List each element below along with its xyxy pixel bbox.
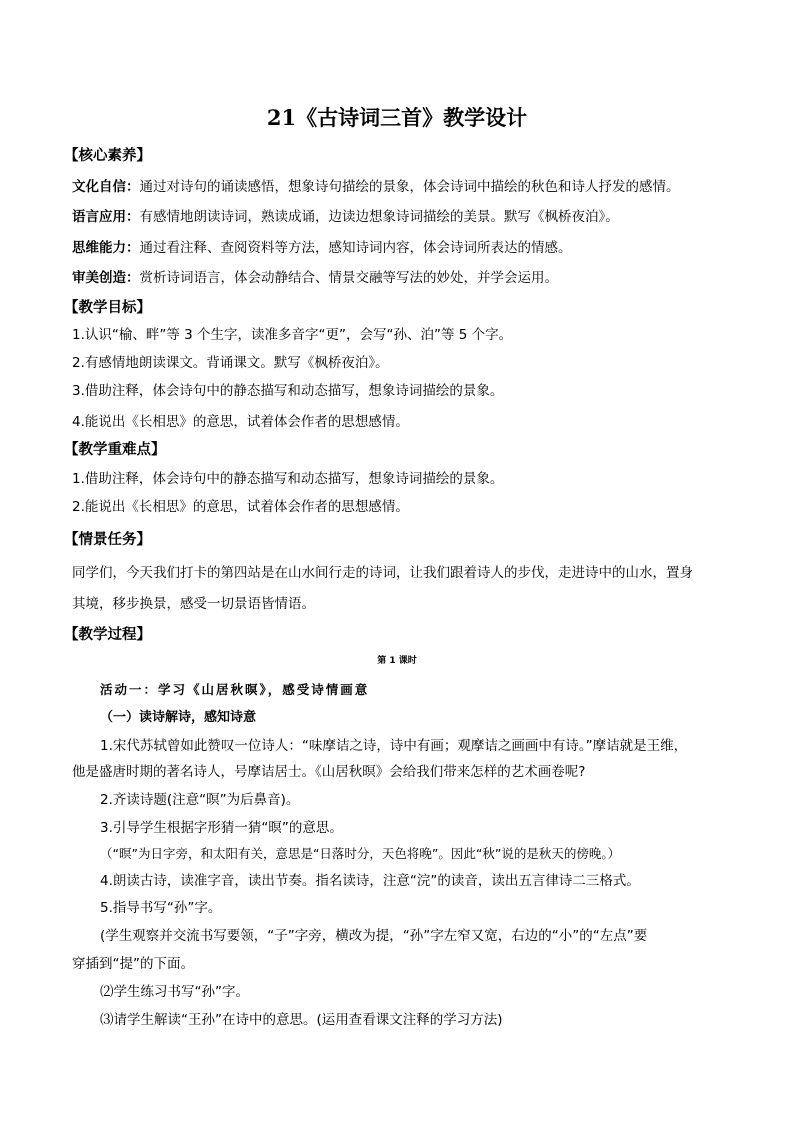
process-line: 3.引导学生根据字形猜一猜“暝”的意思。 bbox=[100, 820, 343, 836]
section-heading-task: 【情景任务】 bbox=[64, 532, 151, 548]
process-line: 他是盛唐时期的著名诗人，号摩诘居士。《山居秋暝》会给我们带来怎样的艺术画卷呢? bbox=[72, 764, 586, 780]
core-item-text: 通过对诗句的诵读感悟，想象诗句描绘的景象，体会诗词中描绘的秋色和诗人抒发的感情。 bbox=[139, 179, 680, 195]
core-item-label: 思维能力： bbox=[72, 240, 140, 256]
process-line: (学生观察并交流书写要领，“子”字旁，横改为提，“孙”字左窄又宽，右边的“小”的“左点”要 bbox=[100, 928, 648, 944]
process-line: 5.指导书写“孙”字。 bbox=[100, 900, 222, 916]
goal-item: 2.有感情地朗读课文。背诵课文。默写《枫桥夜泊》。 bbox=[72, 355, 389, 371]
lesson-title: 第 1 课时 bbox=[377, 656, 417, 666]
core-item-text: 有感情地朗读诗词，熟读成诵，边读边想象诗词描绘的美景。默写《枫桥夜泊》。 bbox=[139, 209, 619, 225]
core-item-label: 语言应用： bbox=[72, 209, 140, 225]
activity-title: 活动一：学习《山居秋暝》，感受诗情画意 bbox=[100, 682, 370, 697]
core-item bbox=[72, 178, 680, 196]
section-heading-keypoints: 【教学重难点】 bbox=[64, 442, 166, 458]
core-item bbox=[72, 269, 558, 287]
core-item-label: 审美创造： bbox=[72, 270, 140, 286]
process-line: 4.朗读古诗，读准字音，读出节奏。指名读诗，注意“浣”的读音，读出五言律诗二三格式。 bbox=[100, 873, 640, 889]
process-line: 穿插到“提”的下面。 bbox=[72, 956, 194, 972]
core-item-text: 通过看注释、查阅资料等方法，感知诗词内容，体会诗词所表达的情感。 bbox=[139, 240, 572, 256]
process-line: ⑵学生练习书写“孙”字。 bbox=[100, 984, 249, 1000]
process-line: （“暝”为日字旁，和太阳有关，意思是“日落时分，天色将晚”。因此“秋”说的是秋天的傍晚。） bbox=[100, 846, 621, 861]
section-heading-process: 【教学过程】 bbox=[64, 627, 151, 643]
core-item-text: 赏析诗词语言，体会动静结合、情景交融等写法的妙处，并学会运用。 bbox=[139, 270, 558, 286]
core-item bbox=[72, 239, 572, 257]
goal-item: 4.能说出《长相思》的意思，试着体会作者的思想感情。 bbox=[72, 414, 409, 430]
document-title: 21《古诗词三首》教学设计 bbox=[266, 105, 528, 130]
core-item bbox=[72, 208, 619, 226]
keypoint-item: 1.借助注释，体会诗句中的静态描写和动态描写，想象诗词描绘的景象。 bbox=[72, 471, 504, 487]
section-heading-core: 【核心素养】 bbox=[64, 148, 151, 164]
goal-item: 3.借助注释，体会诗句中的静态描写和动态描写，想象诗词描绘的景象。 bbox=[72, 383, 504, 399]
process-line: 1.宋代苏轼曾如此赞叹一位诗人：“味摩诘之诗，诗中有画；观摩诘之画画中有诗。”摩诘就是王维， bbox=[100, 738, 688, 754]
process-line: 2.齐读诗题(注意“暝”为后鼻音)。 bbox=[100, 792, 300, 808]
task-line: 其境，移步换景，感受一切景语皆情语。 bbox=[72, 596, 315, 612]
goal-item: 1.认识“榆、畔”等 3 个生字，读准多音字“更”，会写“孙、泊”等 5 个字。 bbox=[72, 327, 513, 343]
core-item-label: 文化自信： bbox=[72, 179, 140, 195]
task-line: 同学们，今天我们打卡的第四站是在山水间行走的诗词，让我们跟着诗人的步伐，走进诗中的山水，置身 bbox=[72, 565, 693, 581]
section-heading-goals: 【教学目标】 bbox=[64, 300, 151, 316]
process-line: ⑶请学生解读“王孙”在诗中的意思。(运用查看课文注释的学习方法) bbox=[100, 1012, 503, 1028]
keypoint-item: 2.能说出《长相思》的意思，试着体会作者的思想感情。 bbox=[72, 499, 409, 515]
subsection-heading: （一）读诗解诗，感知诗意 bbox=[100, 710, 257, 725]
